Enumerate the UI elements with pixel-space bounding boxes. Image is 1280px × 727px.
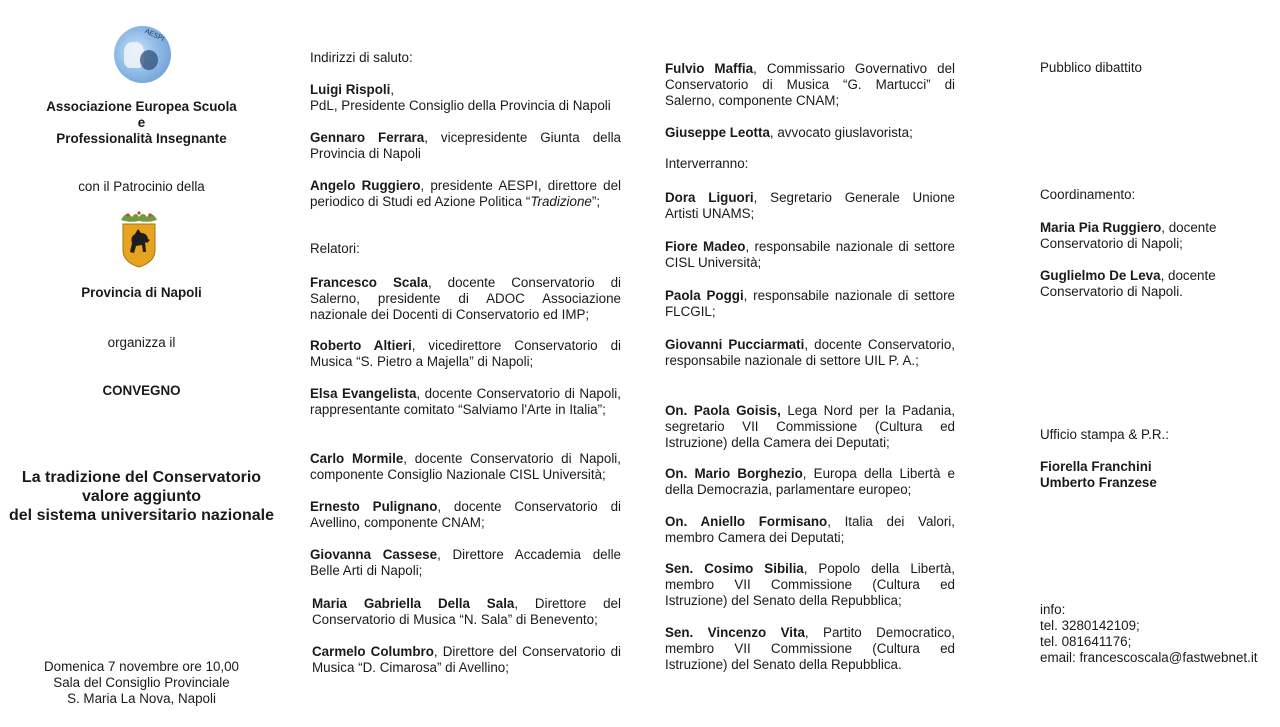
intervento-entry: Sen. Vincenzo Vita, Partito Democratico, membro VII Commissione (Cultura ed Istruzione) del Senato della Repubblica. [665, 625, 955, 672]
relatore-entry: Carmelo Columbro, Direttore del Conservatorio di Musica “D. Cimarosa” di Avellino; [312, 644, 621, 675]
info-label: info: [1040, 602, 1066, 617]
ufficio-stampa-names: Fiorella Franchini Umberto Franzese [1040, 459, 1157, 490]
saluto-entry: Angelo Ruggiero, presidente AESPI, direttore del periodico di Studi ed Azione Politica “Tradizione”; [310, 178, 621, 209]
intervento-entry: Dora Liguori, Segretario Generale Unione Artisti UNAMS; [665, 190, 955, 221]
relatore-entry: Roberto Altieri, vicedirettore Conservatorio di Musica “S. Pietro a Majella” di Napoli; [310, 338, 621, 369]
coordinatore-entry: Maria Pia Ruggiero, docente Conservatorio di Napoli; [1040, 220, 1217, 251]
intervento-entry: Giovanni Pucciarmati, docente Conservatorio, responsabile nazionale di settore UIL P. A.; [665, 337, 955, 368]
ufficio-stampa-heading: Ufficio stampa & P.R.: [1040, 427, 1170, 442]
phone-1: tel. 3280142109; [1040, 618, 1140, 633]
relatore-entry: Ernesto Pulignano, docente Conservatorio di Avellino, componente CNAM; [310, 499, 621, 530]
conference-title: La tradizione del Conservatorio valore aggiunto del sistema universitario nazionale [9, 469, 274, 524]
coordinamento-heading: Coordinamento: [1040, 187, 1136, 202]
intervento-entry: On. Paola Goisis, Lega Nord per la Padania, segretario VII Commissione (Cultura ed Istruzione) della Camera dei Deputati; [665, 403, 955, 450]
relatore-entry: Giovanna Cassese, Direttore Accademia delle Belle Arti di Napoli; [310, 547, 621, 578]
saluto-entry: Gennaro Ferrara, vicepresidente Giunta della Provincia di Napoli [310, 130, 621, 161]
relatore-entry: Maria Gabriella Della Sala, Direttore del Conservatorio di Musica “N. Sala” di Benevento; [312, 596, 621, 627]
relatore-entry: Carlo Mormile, docente Conservatorio di Napoli, componente Consiglio Nazionale CISL Università; [310, 451, 622, 482]
intervento-entry: On. Aniello Formisano, Italia dei Valori, membro Camera dei Deputati; [665, 514, 955, 545]
provincia-name: Provincia di Napoli [81, 285, 202, 300]
relatore-entry: Francesco Scala, docente Conservatorio di Salerno, presidente di ADOC Associazione nazionale dei Docenti di Conservatorio ed IMP; [310, 275, 621, 322]
coordinatore-entry: Guglielmo De Leva, docente Conservatorio di Napoli. [1040, 268, 1216, 299]
intervento-entry: Sen. Cosimo Sibilia, Popolo della Libertà, membro VII Commissione (Cultura ed Istruzione) del Senato della Repubblica; [665, 561, 955, 608]
dibattito-text: Pubblico dibattito [1040, 60, 1142, 75]
interverranno-heading: Interverranno: [665, 156, 749, 171]
intervento-entry: Fiore Madeo, responsabile nazionale di settore CISL Università; [665, 239, 955, 270]
logo-text: AESPI [143, 27, 166, 44]
provincia-crest-icon [118, 210, 160, 268]
relatori-heading: Relatori: [310, 241, 360, 256]
intervento-entry: Paola Poggi, responsabile nazionale di settore FLCGIL; [665, 288, 955, 319]
association-name: Associazione Europea Scuola e Professionalità Insegnante [46, 99, 237, 146]
event-details: Domenica 7 novembre ore 10,00 Sala del Consiglio Provinciale S. Maria La Nova, Napoli [43, 659, 240, 706]
aespi-logo-icon [114, 26, 171, 83]
email-text: email: francescoscala@fastwebnet.it [1040, 650, 1258, 665]
saluto-heading: Indirizzi di saluto: [310, 50, 413, 65]
patrocinio-text: con il Patrocinio della [78, 179, 205, 194]
relatore-entry: Giuseppe Leotta, avvocato giuslavorista; [665, 125, 913, 140]
phone-2: tel. 081641176; [1040, 634, 1132, 649]
convegno-label: CONVEGNO [102, 383, 181, 398]
saluto-entry: Luigi Rispoli, PdL, Presidente Consiglio della Provincia di Napoli [310, 82, 611, 113]
relatore-entry: Fulvio Maffia, Commissario Governativo del Conservatorio di Musica “G. Martucci” di Salerno, componente CNAM; [665, 61, 955, 108]
relatore-entry: Elsa Evangelista, docente Conservatorio di Napoli, rappresentante comitato “Salviamo l'Arte in Italia”; [310, 386, 622, 417]
intervento-entry: On. Mario Borghezio, Europa della Libertà e della Democrazia, parlamentare europeo; [665, 466, 955, 497]
organizza-text: organizza il [107, 335, 176, 350]
contact-info [1040, 602, 1280, 666]
